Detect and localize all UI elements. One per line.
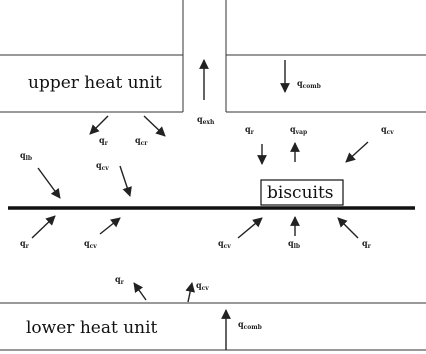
q-comb-bottom-label: qcomb [238, 319, 262, 331]
q-cr-upper-label: qcr [135, 135, 148, 147]
upper-radiation-right-arrow [144, 116, 165, 136]
q-r-upper-left-label: qr [99, 135, 108, 147]
q-cv-upper-right-label: qcv [381, 124, 394, 136]
q-r-biscuit-top-label: qr [245, 124, 254, 136]
q-comb-top-label: qcomb [297, 78, 321, 90]
biscuits-product [261, 180, 343, 205]
upper-radiation-left-arrow [90, 116, 108, 134]
radiation-lower-right-arrow [338, 218, 358, 238]
q-cv-upper-left-label: qcv [96, 160, 109, 172]
q-r-lower-unit-label: qr [115, 274, 124, 286]
q-cv-lower-left-label: qcv [84, 238, 97, 250]
lb-left-arrow [38, 168, 60, 198]
q-cv-lower-mid-label: qcv [218, 238, 231, 250]
q-lb-left-label: qlb [20, 150, 33, 162]
lower-unit-cv-arrow [188, 283, 192, 302]
cv-lower-mid-arrow [238, 218, 262, 238]
biscuits-label: biscuits [267, 183, 334, 203]
q-r-lower-left-label: qr [20, 238, 29, 250]
cv-upper-right-arrow [346, 142, 368, 162]
upper-heat-unit-label: upper heat unit [28, 73, 162, 93]
upper-heat-unit [0, 0, 426, 112]
q-exh-label: qexh [197, 114, 215, 126]
lower-unit-radiation-arrow [134, 283, 146, 300]
lower-heat-unit-label: lower heat unit [26, 318, 158, 338]
radiation-lower-left-arrow [32, 216, 55, 238]
cv-upper-left-arrow [120, 166, 130, 196]
q-vap-label: qvap [290, 124, 308, 136]
q-lb-lower-label: qlb [288, 238, 301, 250]
lower-heat-unit [0, 303, 426, 350]
cv-lower-left-arrow [100, 218, 120, 234]
q-r-lower-right-label: qr [362, 238, 371, 250]
q-cv-lower-unit-label: qcv [196, 280, 209, 292]
